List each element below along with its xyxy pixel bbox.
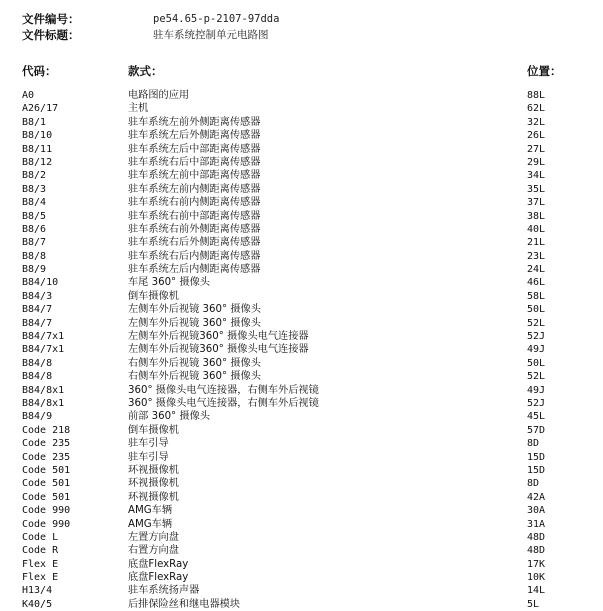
component-description: 驻车系统右后外侧距离传感器 (128, 237, 261, 249)
component-code: B84/8 (22, 371, 53, 383)
component-code: B84/8x1 (22, 397, 65, 409)
component-position: 21L (527, 237, 546, 249)
list-item (0, 263, 603, 276)
component-code: Code 218 (22, 424, 71, 436)
list-item (0, 397, 603, 410)
component-code: Code 235 (22, 451, 71, 463)
component-position: 50L (527, 357, 546, 369)
component-description: 驻车系统右前中部距离传感器 (128, 210, 261, 222)
component-description: 环视摄像机 (128, 464, 179, 476)
component-code: B84/7x1 (22, 344, 65, 356)
component-position: 88L (527, 90, 546, 101)
component-position: 52L (527, 371, 546, 383)
list-item (0, 156, 603, 169)
component-description: 倒车摄像机 (128, 290, 179, 302)
component-position: 14L (527, 585, 546, 597)
component-description: 驻车系统左前内侧距离传感器 (128, 183, 261, 195)
list-item (0, 464, 603, 477)
component-code: B8/12 (22, 156, 53, 168)
component-code: B8/8 (22, 250, 47, 262)
component-description: 车尾 360° 摄像头 (128, 277, 210, 289)
component-description: 左侧车外后视镜360° 摄像头电气连接器 (128, 331, 309, 343)
component-position: 8D (527, 438, 540, 450)
list-item (0, 531, 603, 544)
component-position: 32L (527, 116, 546, 128)
component-position: 24L (527, 264, 546, 276)
component-position: 62L (527, 103, 546, 115)
list-item (0, 370, 603, 383)
component-code: Code 501 (22, 491, 71, 503)
component-description: 环视摄像机 (128, 478, 179, 490)
component-code: B8/10 (22, 130, 53, 142)
component-position: 48D (527, 545, 546, 557)
component-position: 31A (527, 518, 546, 530)
component-description: 左侧车外后视镜360° 摄像头电气连接器 (128, 344, 309, 356)
component-description: 驻车系统右后中部距离传感器 (128, 156, 261, 168)
component-position: 8D (527, 478, 540, 490)
component-description: 左侧车外后视镜 360° 摄像头 (128, 317, 261, 329)
list-item (0, 276, 603, 289)
component-position: 49J (527, 384, 546, 396)
component-description: 前部 360° 摄像头 (128, 411, 210, 423)
component-position: 17K (527, 558, 546, 570)
component-position: 52J (527, 331, 546, 343)
doc-title-value: 驻车系统控制单元电路图 (153, 29, 269, 41)
list-item (0, 491, 603, 504)
component-code: B8/5 (22, 210, 47, 222)
component-description: 驻车系统左前外侧距离传感器 (128, 116, 261, 128)
component-position: 15D (527, 451, 546, 463)
list-item (0, 196, 603, 209)
list-item (0, 410, 603, 423)
component-position: 29L (527, 156, 546, 168)
component-code: B8/4 (22, 197, 47, 209)
component-description: 驻车系统右前外侧距离传感器 (128, 223, 261, 235)
list-item (0, 343, 603, 356)
list-item (0, 290, 603, 303)
component-code: B8/11 (22, 143, 53, 155)
component-list (0, 89, 603, 611)
component-code: Code 990 (22, 505, 71, 517)
list-item (0, 116, 603, 129)
list-item (0, 330, 603, 343)
list-item (0, 477, 603, 490)
component-code: B84/8 (22, 357, 53, 369)
list-item (0, 504, 603, 517)
component-description: 驻车系统左后中部距离传感器 (128, 143, 261, 155)
component-position: 30A (527, 505, 546, 517)
list-item (0, 317, 603, 330)
component-position: 35L (527, 183, 546, 195)
list-item (0, 518, 603, 531)
component-description: 底盘FlexRay (128, 572, 189, 584)
component-position: 50L (527, 304, 546, 316)
component-description: 360° 摄像头电气连接器，右侧车外后视镜 (128, 384, 319, 396)
component-description: 驻车引导 (128, 438, 169, 450)
component-code: Flex E (22, 558, 59, 570)
column-header-model: 款式： (128, 64, 163, 78)
component-position: 26L (527, 130, 546, 142)
component-code: Code 235 (22, 438, 71, 450)
component-code: B84/3 (22, 290, 53, 302)
list-item (0, 169, 603, 182)
component-code: A26/17 (22, 103, 59, 115)
component-position: 37L (527, 197, 546, 209)
list-item (0, 437, 603, 450)
component-code: B8/6 (22, 223, 47, 235)
component-code: B84/7 (22, 317, 53, 329)
list-item (0, 102, 603, 115)
component-code: B84/9 (22, 411, 53, 423)
component-description: 后排保险丝和继电器模块 (128, 598, 241, 610)
component-position: 40L (527, 223, 546, 235)
component-description: 驻车系统右后内侧距离传感器 (128, 250, 261, 262)
list-item (0, 584, 603, 597)
component-description: 右侧车外后视镜 360° 摄像头 (128, 371, 261, 383)
component-code: B84/10 (22, 277, 59, 289)
component-description: 360° 摄像头电气连接器，右侧车外后视镜 (128, 397, 319, 409)
component-code: Code L (22, 531, 59, 543)
component-position: 52L (527, 317, 546, 329)
component-position: 57D (527, 424, 546, 436)
component-code: B84/8x1 (22, 384, 65, 396)
component-code: B84/7 (22, 304, 53, 316)
list-item (0, 143, 603, 156)
component-description: 右侧车外后视镜 360° 摄像头 (128, 357, 261, 369)
component-code: B8/9 (22, 264, 47, 276)
list-item (0, 210, 603, 223)
component-position: 52J (527, 397, 546, 409)
component-description: 驻车引导 (128, 451, 169, 463)
component-description: 左置方向盘 (128, 531, 179, 543)
component-position: 46L (527, 277, 546, 289)
list-item (0, 250, 603, 263)
component-code: K40/5 (22, 598, 53, 610)
component-description: AMG车辆 (128, 518, 173, 530)
list-item (0, 223, 603, 236)
component-description: 电路图的应用 (128, 90, 190, 101)
list-item (0, 303, 603, 316)
component-description: 右置方向盘 (128, 545, 179, 557)
component-description: 驻车系统右前内侧距离传感器 (128, 197, 261, 209)
component-description: 底盘FlexRay (128, 558, 189, 570)
doc-number-label: 文件编号： (22, 12, 80, 26)
component-position: 48D (527, 531, 546, 543)
component-position: 5L (527, 598, 540, 610)
list-item (0, 424, 603, 437)
component-code: Flex E (22, 572, 59, 584)
component-description: 驻车系统扬声器 (128, 585, 200, 597)
list-item (0, 357, 603, 370)
component-code: B8/1 (22, 116, 47, 128)
component-code: Code R (22, 545, 59, 557)
component-position: 34L (527, 170, 546, 182)
component-code: A0 (22, 90, 35, 101)
list-item (0, 89, 603, 102)
component-code: Code 501 (22, 478, 71, 490)
list-item (0, 598, 603, 611)
component-code: B8/3 (22, 183, 47, 195)
column-header-code: 代码： (22, 64, 57, 78)
doc-title-label: 文件标题： (22, 28, 80, 42)
component-position: 58L (527, 290, 546, 302)
list-item (0, 384, 603, 397)
list-item (0, 183, 603, 196)
component-code: Code 501 (22, 464, 71, 476)
doc-number-value: pe54.65-p-2107-97dda (153, 13, 280, 25)
component-position: 49J (527, 344, 546, 356)
component-code: H13/4 (22, 585, 53, 597)
component-position: 27L (527, 143, 546, 155)
component-description: 驻车系统左前中部距离传感器 (128, 170, 261, 182)
component-description: 驻车系统左后外侧距离传感器 (128, 130, 261, 142)
column-header-position: 位置： (527, 64, 562, 78)
list-item (0, 129, 603, 142)
component-position: 23L (527, 250, 546, 262)
component-code: Code 990 (22, 518, 71, 530)
component-position: 15D (527, 464, 546, 476)
component-position: 38L (527, 210, 546, 222)
component-description: AMG车辆 (128, 505, 173, 517)
component-code: B8/2 (22, 170, 47, 182)
list-item (0, 544, 603, 557)
component-position: 42A (527, 491, 546, 503)
component-code: B84/7x1 (22, 331, 65, 343)
list-item (0, 571, 603, 584)
component-description: 左侧车外后视镜 360° 摄像头 (128, 304, 261, 316)
component-description: 环视摄像机 (128, 491, 179, 503)
list-item (0, 236, 603, 249)
component-description: 驻车系统左后内侧距离传感器 (128, 264, 261, 276)
component-position: 10K (527, 572, 546, 584)
component-code: B8/7 (22, 237, 47, 249)
component-position: 45L (527, 411, 546, 423)
component-description: 主机 (128, 103, 149, 115)
list-item (0, 558, 603, 571)
list-item (0, 451, 603, 464)
component-description: 倒车摄像机 (128, 424, 179, 436)
